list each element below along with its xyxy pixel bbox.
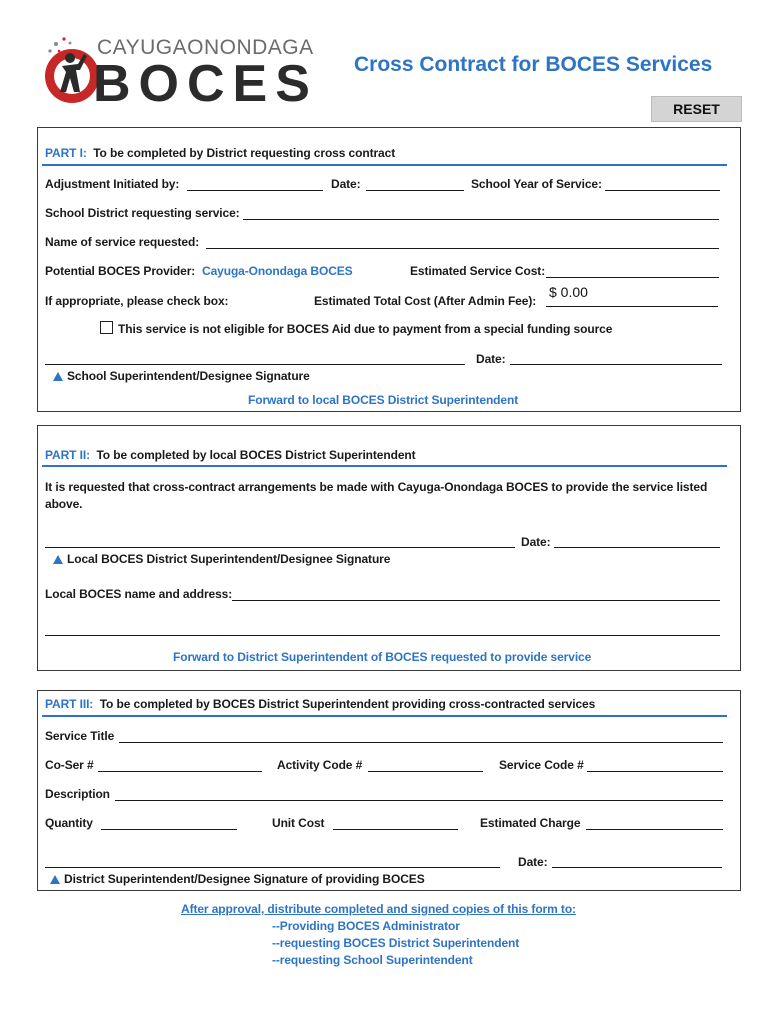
logo-top-text: CAYUGAONONDAGA xyxy=(97,36,314,59)
part3-divider xyxy=(42,715,727,717)
coser-label: Co-Ser # xyxy=(45,758,94,772)
provider-value: Cayuga-Onondaga BOCES xyxy=(202,264,353,278)
part1-signature-caption xyxy=(53,369,310,383)
district-label: School District requesting service: xyxy=(45,206,240,220)
part2-date-field[interactable] xyxy=(554,547,720,548)
service-title-field[interactable] xyxy=(119,742,723,743)
logo-bottom-text: BOCES xyxy=(93,55,318,113)
part2-signature-field[interactable] xyxy=(45,547,515,548)
funding-checkbox[interactable] xyxy=(100,321,113,334)
part1-date-field[interactable] xyxy=(366,190,464,191)
est-cost-label: Estimated Service Cost: xyxy=(410,264,546,278)
service-title-label: Service Title xyxy=(45,729,115,743)
footer-instructions: After approval, distribute completed and signed copies of this form to: xyxy=(181,902,576,916)
part2-heading-text: To be completed by local BOCES District Superintendent xyxy=(96,448,416,462)
part2-forward-text: Forward to District Superintendent of BOCES requested to provide service xyxy=(173,650,592,664)
service-name-field[interactable] xyxy=(206,248,719,249)
address-field-line2[interactable] xyxy=(45,635,720,636)
provider-label: Potential BOCES Provider: xyxy=(45,264,196,278)
activity-field[interactable] xyxy=(368,771,483,772)
district-field[interactable] xyxy=(243,219,719,220)
part1-heading xyxy=(45,146,395,160)
unit-cost-label: Unit Cost xyxy=(272,816,325,830)
unit-cost-field[interactable] xyxy=(333,829,458,830)
part3-date-field[interactable] xyxy=(552,867,722,868)
school-year-label: School Year of Service: xyxy=(471,177,602,191)
logo-emblem-icon xyxy=(40,34,100,106)
part3-heading xyxy=(45,697,595,711)
total-cost-label: Estimated Total Cost (After Admin Fee): xyxy=(314,294,537,308)
part1-date-label: Date: xyxy=(331,177,361,191)
part3-signature-caption xyxy=(50,872,425,886)
part3-date-label: Date: xyxy=(518,855,548,869)
part1-sig-date-field[interactable] xyxy=(510,364,722,365)
quantity-label: Quantity xyxy=(45,816,93,830)
part3-signature-label: District Superintendent/Designee Signature of providing BOCES xyxy=(64,872,425,886)
triangle-up-icon xyxy=(50,875,60,884)
triangle-up-icon xyxy=(53,555,63,564)
request-line2: above. xyxy=(45,497,83,511)
part3-heading-label: PART III: xyxy=(45,697,94,711)
request-line1: It is requested that cross-contract arrangements be made with Cayuga-Onondaga BOCES to provide the service listed xyxy=(45,480,708,494)
footer-recipient-3: --requesting School Superintendent xyxy=(272,953,473,967)
total-cost-field[interactable] xyxy=(546,306,718,307)
part1-divider xyxy=(42,164,727,166)
part1-sig-date-label: Date: xyxy=(476,352,506,366)
part1-heading-label: PART I: xyxy=(45,146,87,160)
part3-heading-text: To be completed by BOCES District Superintendent providing cross-contracted services xyxy=(99,697,596,711)
address-field[interactable] xyxy=(232,600,720,601)
part2-signature-label: Local BOCES District Superintendent/Designee Signature xyxy=(67,552,391,566)
part1-signature-field[interactable] xyxy=(45,364,465,365)
coser-field[interactable] xyxy=(98,771,262,772)
estimated-charge-field[interactable] xyxy=(586,829,723,830)
part3-section xyxy=(37,690,741,891)
checkbox-text: This service is not eligible for BOCES Aid due to payment from a special funding source xyxy=(118,322,613,336)
total-cost-value[interactable]: $ 0.00 xyxy=(549,284,588,300)
part2-divider xyxy=(42,465,727,467)
check-label: If appropriate, please check box: xyxy=(45,294,229,308)
description-label: Description xyxy=(45,787,110,801)
page-title: Cross Contract for BOCES Services xyxy=(354,53,713,76)
part1-signature-label: School Superintendent/Designee Signature xyxy=(67,369,310,383)
address-label: Local BOCES name and address: xyxy=(45,587,233,601)
estimated-charge-label: Estimated Charge xyxy=(480,816,581,830)
part2-date-label: Date: xyxy=(521,535,551,549)
triangle-up-icon xyxy=(53,372,63,381)
part2-signature-caption xyxy=(53,552,390,566)
adjustment-label: Adjustment Initiated by: xyxy=(45,177,180,191)
footer-recipient-1: --Providing BOCES Administrator xyxy=(272,919,460,933)
service-code-label: Service Code # xyxy=(499,758,584,772)
part2-heading xyxy=(45,448,416,462)
part1-heading-text: To be completed by District requesting cross contract xyxy=(93,146,396,160)
quantity-field[interactable] xyxy=(101,829,237,830)
service-code-field[interactable] xyxy=(587,771,723,772)
part1-forward-text: Forward to local BOCES District Superintendent xyxy=(248,393,519,407)
footer-recipient-2: --requesting BOCES District Superintendent xyxy=(272,936,520,950)
service-name-label: Name of service requested: xyxy=(45,235,200,249)
school-year-field[interactable] xyxy=(605,190,720,191)
activity-label: Activity Code # xyxy=(277,758,363,772)
part2-heading-label: PART II: xyxy=(45,448,90,462)
adjustment-field[interactable] xyxy=(187,190,323,191)
part3-signature-field[interactable] xyxy=(45,867,500,868)
description-field[interactable] xyxy=(115,800,723,801)
reset-button[interactable]: RESET xyxy=(651,96,742,122)
est-cost-field[interactable] xyxy=(546,277,719,278)
